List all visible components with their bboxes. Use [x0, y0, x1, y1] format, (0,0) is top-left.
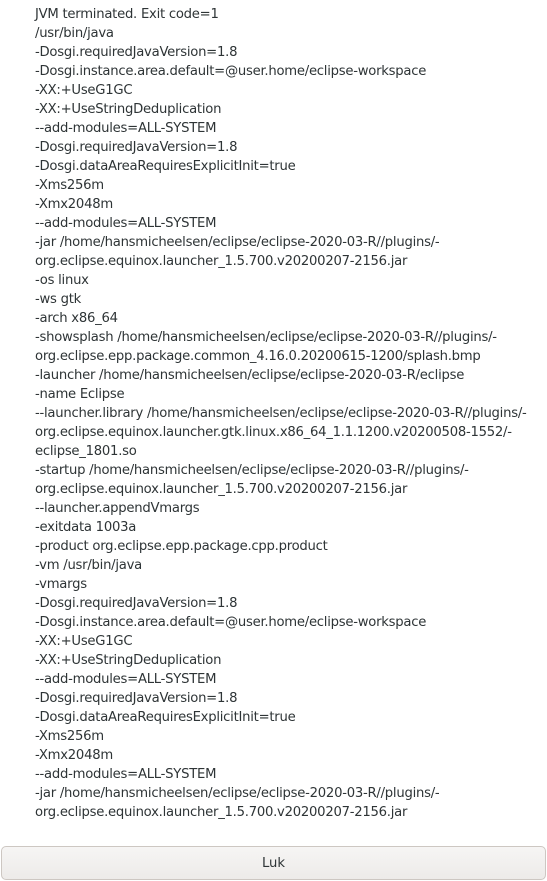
message-line: -Dosgi.instance.area.default=@user.home/eclipse-workspace: [35, 615, 427, 630]
message-line: -product org.eclipse.epp.package.cpp.product: [35, 539, 328, 554]
message-line: org.eclipse.equinox.launcher.gtk.linux.x86_64_1.1.1200.v20200508-1552/-: [35, 425, 512, 440]
message-line: -Dosgi.dataAreaRequiresExplicitInit=true: [35, 159, 296, 174]
message-line: org.eclipse.equinox.launcher_1.5.700.v20200207-2156.jar: [35, 482, 408, 497]
message-line: -startup /home/hansmicheelsen/eclipse/eclipse-2020-03-R//plugins/-: [35, 463, 469, 478]
message-line: -Xms256m: [35, 729, 104, 744]
message-line: --add-modules=ALL-SYSTEM: [35, 216, 217, 231]
message-line: -exitdata 1003a: [35, 520, 137, 535]
message-line: -name Eclipse: [35, 387, 125, 402]
message-line: -Xmx2048m: [35, 197, 113, 212]
error-message: [35, 5, 539, 822]
message-line: --launcher.library /home/hansmicheelsen/eclipse/eclipse-2020-03-R//plugins/-: [35, 406, 527, 421]
message-line: -jar /home/hansmicheelsen/eclipse/eclipse-2020-03-R//plugins/-: [35, 786, 440, 801]
message-line: -Dosgi.requiredJavaVersion=1.8: [35, 45, 238, 60]
message-line: --add-modules=ALL-SYSTEM: [35, 767, 217, 782]
dialog-button-bar: [0, 845, 547, 881]
message-line: -vm /usr/bin/java: [35, 558, 142, 573]
message-line: -ws gtk: [35, 292, 82, 307]
message-line: -arch x86_64: [35, 311, 118, 326]
message-line: -XX:+UseStringDeduplication: [35, 102, 222, 117]
message-line: -Xmx2048m: [35, 748, 113, 763]
message-line: -Dosgi.instance.area.default=@user.home/eclipse-workspace: [35, 64, 427, 79]
message-line: org.eclipse.equinox.launcher_1.5.700.v20200207-2156.jar: [35, 805, 408, 820]
message-line: -Xms256m: [35, 178, 104, 193]
message-line: --add-modules=ALL-SYSTEM: [35, 121, 217, 136]
message-line: -XX:+UseG1GC: [35, 83, 133, 98]
message-line: --launcher.appendVmargs: [35, 501, 200, 516]
message-line: -Dosgi.dataAreaRequiresExplicitInit=true: [35, 710, 296, 725]
close-button[interactable]: Luk: [1, 846, 546, 880]
message-line: eclipse_1801.so: [35, 444, 137, 459]
message-line: -launcher /home/hansmicheelsen/eclipse/eclipse-2020-03-R/eclipse: [35, 368, 465, 383]
message-line: -jar /home/hansmicheelsen/eclipse/eclipse-2020-03-R//plugins/-: [35, 235, 440, 250]
message-line: -Dosgi.requiredJavaVersion=1.8: [35, 596, 238, 611]
message-line: JVM terminated. Exit code=1: [35, 7, 219, 22]
message-line: -XX:+UseG1GC: [35, 634, 133, 649]
message-line: org.eclipse.epp.package.common_4.16.0.20200615-1200/splash.bmp: [35, 349, 481, 364]
message-line: -Dosgi.requiredJavaVersion=1.8: [35, 140, 238, 155]
message-line: -vmargs: [35, 577, 87, 592]
message-line: /usr/bin/java: [35, 26, 114, 41]
message-line: --add-modules=ALL-SYSTEM: [35, 672, 217, 687]
message-line: org.eclipse.equinox.launcher_1.5.700.v20200207-2156.jar: [35, 254, 408, 269]
message-line: -os linux: [35, 273, 89, 288]
message-line: -showsplash /home/hansmicheelsen/eclipse/eclipse-2020-03-R//plugins/-: [35, 330, 497, 345]
message-line: -XX:+UseStringDeduplication: [35, 653, 222, 668]
message-line: -Dosgi.requiredJavaVersion=1.8: [35, 691, 238, 706]
